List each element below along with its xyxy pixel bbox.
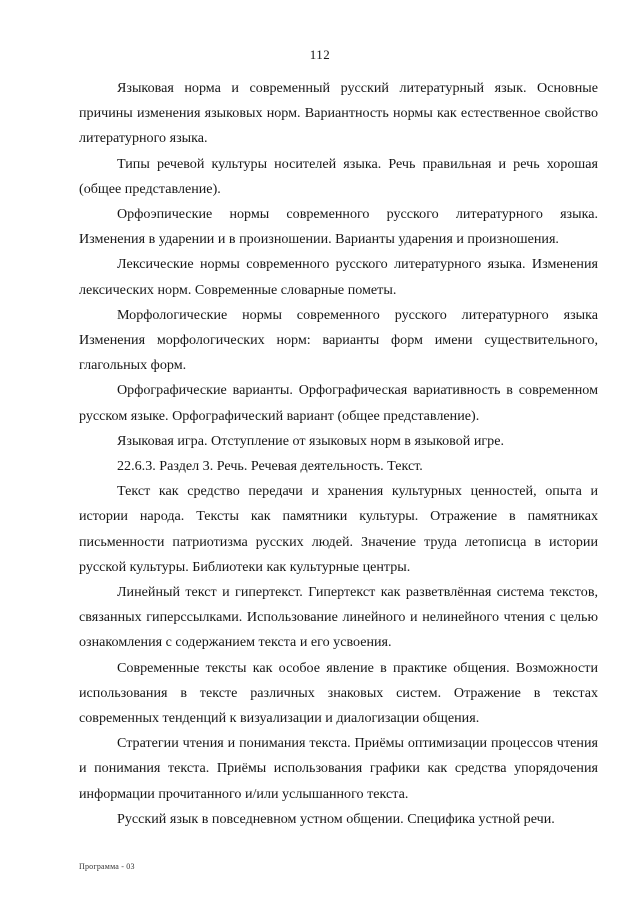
paragraph-orthographic-variants: Орфографические варианты. Орфографическая вариативность в современном русском языке. Орфографический вариант (общее представление). (79, 382, 598, 424)
page-footer: Программа - 03 (79, 862, 135, 871)
paragraph-reading-strategies: Стратегии чтения и понимания текста. Приёмы оптимизации процессов чтения и понимания текста. Приёмы использования графики как средства упорядочения информации прочитанного и/или услышанного текста. (79, 735, 598, 802)
paragraph-language-game: Языковая игра. Отступление от языковых норм в языковой игре. (117, 432, 504, 449)
paragraph-orthoepic-norms: Орфоэпические нормы современного русского литературного языка. Изменения в ударении и в произношении. Варианты ударения и произношения. (79, 206, 598, 248)
page-number: 112 (309, 47, 331, 62)
document-body (79, 76, 598, 832)
paragraph-speech-culture-types: Типы речевой культуры носителей языка. Речь правильная и речь хорошая (общее представление). (79, 155, 598, 197)
paragraph-language-norm: Языковая норма и современный русский литературный язык. Основные причины изменения языковых норм. Вариантность нормы как естественное свойство литературного языка. (79, 80, 598, 147)
paragraph-modern-texts: Современные тексты как особое явление в практике общения. Возможности использования в тексте различных знаковых систем. Отражение в текстах современных тенденций к визуализации и диалогизации общения. (79, 659, 598, 727)
section-heading: 22.6.3. Раздел 3. Речь. Речевая деятельность. Текст. (117, 458, 423, 475)
paragraph-morphological-norms: Морфологические нормы современного русского литературного языка Изменения морфологических норм: варианты форм имени существительного, глагольных форм. (79, 306, 598, 374)
paragraph-oral-communication: Русский язык в повседневном устном общении. Специфика устной речи. (117, 810, 555, 827)
paragraph-text-cultural-values: Текст как средство передачи и хранения культурных ценностей, опыта и истории народа. Тексты как памятники культуры. Отражение в памятниках письменности патриотизма русских людей. Значение труда летописца в истории русской культуры. Библиотеки как культурные центры. (79, 483, 598, 575)
paragraph-lexical-norms: Лексические нормы современного русского литературного языка. Изменения лексических норм. Современные словарные пометы. (79, 256, 598, 298)
paragraph-hypertext: Линейный текст и гипертекст. Гипертекст как разветвлённая система текстов, связанных гиперссылками. Использование линейного и нелинейного чтения с целью ознакомления с содержанием текста и его усвоения. (79, 584, 598, 651)
